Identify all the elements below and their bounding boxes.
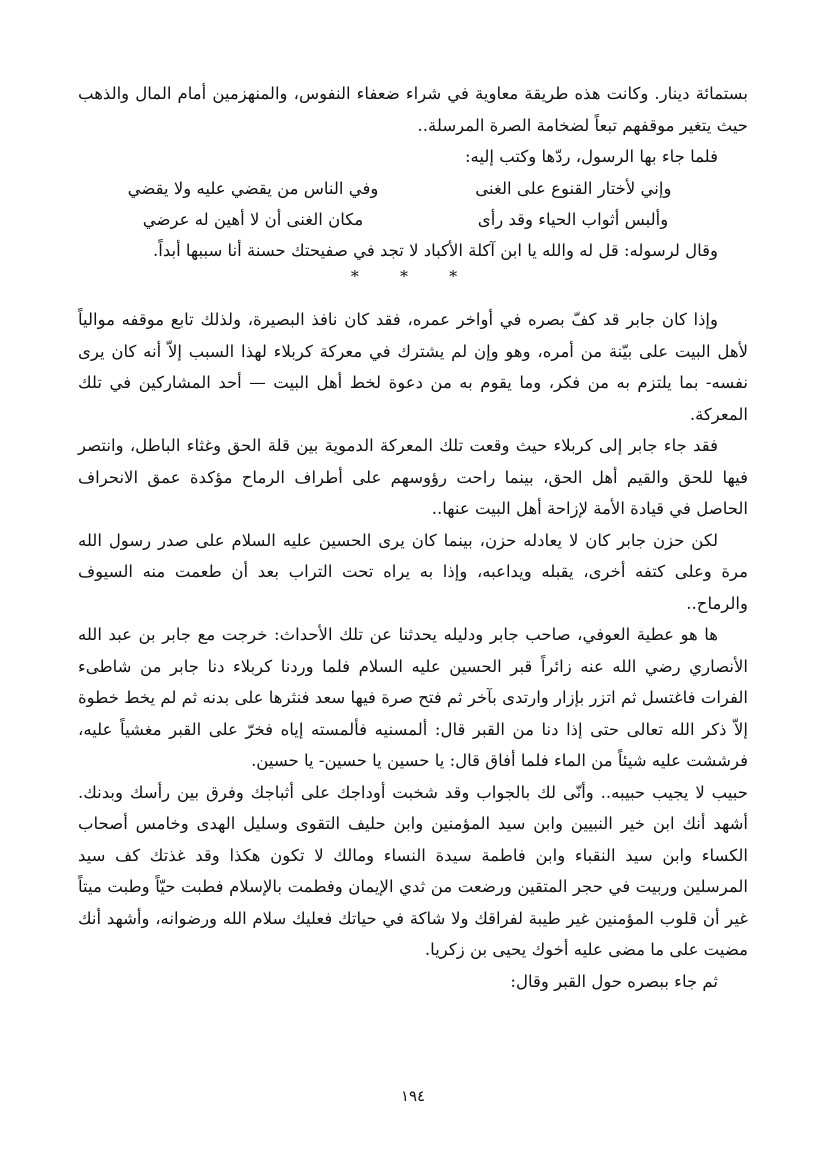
verse-line — [78, 204, 748, 235]
verse-hemistich-second: وفي الناس من يقضي عليه ولا يقضي — [127, 178, 379, 198]
paragraph-after-verse: وقال لرسوله: قل له والله يا ابن آكلة الأكباد لا تجد في صفيحتك حسنة أنا سببها أبداً. — [152, 240, 718, 260]
verse-line — [78, 173, 748, 204]
paragraph: لكن حزن جابر كان لا يعادله حزن، بينما كان يرى الحسين عليه السلام على صدر رسول الله مرة وعلى كتفه أخرى، يقبله ويداعبه، وإذا به يراه تحت التراب بعد أن طعمت منه السيوف والرماح.. — [78, 530, 748, 613]
page-number: ١٩٤ — [400, 1087, 426, 1105]
poem — [78, 173, 748, 235]
paragraph: فقد جاء جابر إلى كربلاء حيث وقعت تلك المعركة الدموية بين قلة الحق وغثاء الباطل، وانتصر فيها للحق والقيم أهل الحق، بينما راحت رؤوسهم على أطراف الرماح مؤكدة عمق الانحراف الحاصل في قيادة الأمة لإزاحة أهل البيت عنها.. — [78, 436, 748, 518]
paragraph: حبيب لا يجيب حبيبه.. وأنّى لك بالجواب وقد شخبت أوداجك على أثباجك وفرق بين رأسك وبدنك. أشهد أنك ابن خير النبيين وابن سيد المؤمنين وابن حليف التقوى وسليل الهدى وخامس أصحاب الكساء وابن سيد النقباء وابن فاطمة سيدة النساء ومالك لا تكون هكذا وقد غذتك كف سيد المرسلين وربيت في حجر المتقين ورضعت من ثدي الإيمان وفطمت بالإسلام فطبت حيّاً وطبت ميتاً غير أن قلوب المؤمنين غير طيبة لفراقك ولا شاكة في حياتك فعليك سلام الله ورضوانه، وأشهد أنك مضيت على ما مضى عليه أخوك يحيى بن زكريا. — [78, 782, 748, 959]
verse-hemistich-first: وألبس أثواب الحياء وقد رأى — [477, 209, 669, 229]
paragraph-reply-intro: فلما جاء بها الرسول، ردّها وكتب إليه: — [464, 147, 718, 166]
paragraph: ثم جاء ببصره حول القبر وقال: — [510, 971, 718, 991]
paragraph-intro: بستمائة دينار. وكانت هذه طريقة معاوية في شراء ضعفاء النفوس، والمنهزمين أمام المال والذهب حيث يتغير موقفهم تبعاً لضخامة الصرة المرسلة.. — [78, 84, 748, 135]
verse-hemistich-second: مكان الغنى أن لا أهين له عرضي — [142, 209, 364, 229]
section-separator: * * * — [350, 267, 476, 286]
paragraph: ها هو عطية العوفي، صاحب جابر ودليله يحدثنا عن تلك الأحداث: خرجت مع جابر بن عبد الله الأنصاري رضي الله عنه زائراً قبر الحسين عليه السلام فلما وردنا كربلاء دنا جابر من شاطىء الفرات فاغتسل ثم اتزر بإزار وارتدى بآخر ثم فتح صرة فيها سعد فنثرها على بدنه ثم لم يخط خطوة إلاّ ذكر الله تعالى حتى إذا دنا من القبر قال: ألمسنيه فألمسته إياه فخرّ على القبر مغشياً عليه، فرششت عليه شيئاً من الماء فلما أفاق قال: يا حسين يا حسين- يا حسين. — [78, 625, 748, 770]
page-body — [78, 78, 748, 997]
verse-hemistich-first: وإني لأختار القنوع على الغنى — [475, 178, 672, 198]
paragraph: وإذا كان جابر قد كفّ بصره في أواخر عمره، فقد كان نافذ البصيرة، ولذلك تابع موقفه موالياً لأهل البيت على بيّنة من أمره، وهو وإن لم يشترك في معركة كربلاء لهذا السبب إلاّ أنه كان يرى نفسه- بما يلتزم به من فكر، وما يقوم به من دعوة لخط أهل البيت — أحد المشاركين في تلك المعركة. — [78, 310, 748, 424]
